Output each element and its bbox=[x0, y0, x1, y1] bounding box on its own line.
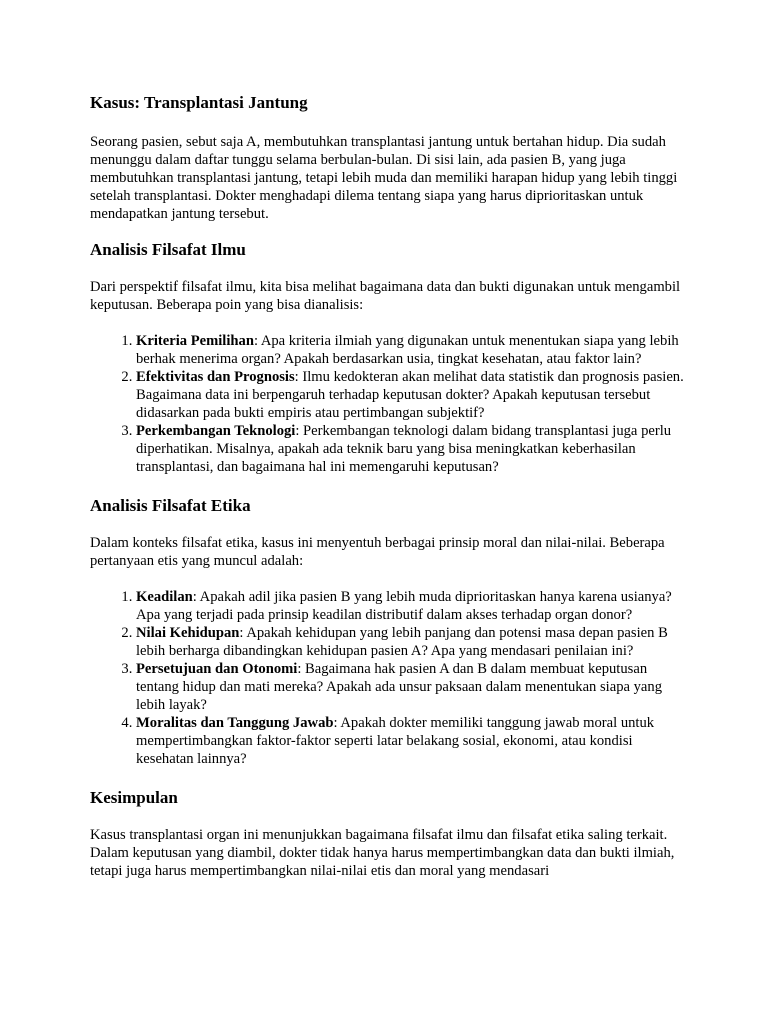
list-item bbox=[136, 368, 686, 422]
list-item-text: : Apa kriteria ilmiah yang digunakan untuk menentukan siapa yang lebih berhak menerima organ? Apakah berdasarkan usia, tingkat kesehatan, atau faktor lain? bbox=[136, 333, 679, 367]
list-item-term: Persetujuan dan Otonomi bbox=[136, 661, 298, 677]
list-item-term: Nilai Kehidupan bbox=[136, 625, 240, 641]
heading-filsafat-ilmu: Analisis Filsafat Ilmu bbox=[90, 240, 246, 259]
list-item-term: Efektivitas dan Prognosis bbox=[136, 369, 295, 385]
ilmu-list bbox=[90, 332, 686, 476]
kesimpulan-paragraph: Kasus transplantasi organ ini menunjukkan bagaimana filsafat ilmu dan filsafat etika saling terkait. Dalam keputusan yang diambil, dokter tidak hanya harus mempertimbangkan data dan bukti ilmiah, tetapi juga harus mempertimbangkan nilai-nilai etis dan moral yang mendasari bbox=[90, 827, 675, 879]
list-item bbox=[136, 624, 686, 660]
list-item bbox=[136, 332, 686, 368]
list-item bbox=[136, 588, 686, 624]
heading-filsafat-etika: Analisis Filsafat Etika bbox=[90, 496, 251, 515]
list-item-text: : Apakah dokter memiliki tanggung jawab moral untuk mempertimbangkan faktor-faktor seperti latar belakang sosial, ekonomi, atau kondisi kesehatan lainnya? bbox=[136, 715, 655, 767]
ilmu-intro-paragraph: Dari perspektif filsafat ilmu, kita bisa melihat bagaimana data dan bukti digunakan untuk mengambil keputusan. Beberapa poin yang bisa dianalisis: bbox=[90, 279, 681, 313]
document-title: Kasus: Transplantasi Jantung bbox=[90, 93, 308, 112]
intro-paragraph: Seorang pasien, sebut saja A, membutuhkan transplantasi jantung untuk bertahan hidup. Dia sudah menunggu dalam daftar tunggu selama berbulan-bulan. Di sisi lain, ada pasien B, yang juga membutuhkan transplantasi jantung, tetapi lebih muda dan memiliki harapan hidup yang lebih tinggi setelah transplantasi. Dokter menghadapi dilema tentang siapa yang harus diprioritaskan untuk mendapatkan jantung tersebut. bbox=[90, 134, 678, 222]
document-page bbox=[90, 93, 686, 880]
list-item-term: Perkembangan Teknologi bbox=[136, 423, 296, 439]
list-item-text: : Apakah adil jika pasien B yang lebih muda diprioritaskan hanya karena usianya? Apa yang terjadi pada prinsip keadilan distributif dalam akses terhadap organ donor? bbox=[136, 589, 672, 623]
etika-intro-paragraph: Dalam konteks filsafat etika, kasus ini menyentuh berbagai prinsip moral dan nilai-nilai. Beberapa pertanyaan etis yang muncul adalah: bbox=[90, 535, 665, 569]
list-item-text: : Bagaimana hak pasien A dan B dalam membuat keputusan tentang hidup dan mati mereka? Apakah ada unsur paksaan dalam menentukan siapa yang lebih layak? bbox=[136, 661, 663, 713]
list-item-text: : Perkembangan teknologi dalam bidang transplantasi juga perlu diperhatikan. Misalnya, apakah ada teknik baru yang bisa meningkatkan keberhasilan transplantasi, dan bagaimana hal ini memengaruhi keputusan? bbox=[136, 423, 672, 475]
list-item-term: Moralitas dan Tanggung Jawab bbox=[136, 715, 334, 731]
list-item bbox=[136, 660, 686, 714]
list-item-term: Kriteria Pemilihan bbox=[136, 333, 254, 349]
list-item-text: : Ilmu kedokteran akan melihat data statistik dan prognosis pasien. Bagaimana data ini berpengaruh terhadap keputusan dokter? Apakah keputusan tersebut didasarkan pada bukti empiris atau pertimbangan subjektif? bbox=[136, 369, 684, 421]
list-item bbox=[136, 422, 686, 476]
list-item-text: : Apakah kehidupan yang lebih panjang dan potensi masa depan pasien B lebih berharga dibandingkan kehidupan pasien A? Apa yang mendasari penilaian ini? bbox=[136, 625, 668, 659]
list-item bbox=[136, 714, 686, 768]
list-item-term: Keadilan bbox=[136, 589, 193, 605]
etika-list bbox=[90, 588, 686, 768]
heading-kesimpulan: Kesimpulan bbox=[90, 788, 178, 807]
